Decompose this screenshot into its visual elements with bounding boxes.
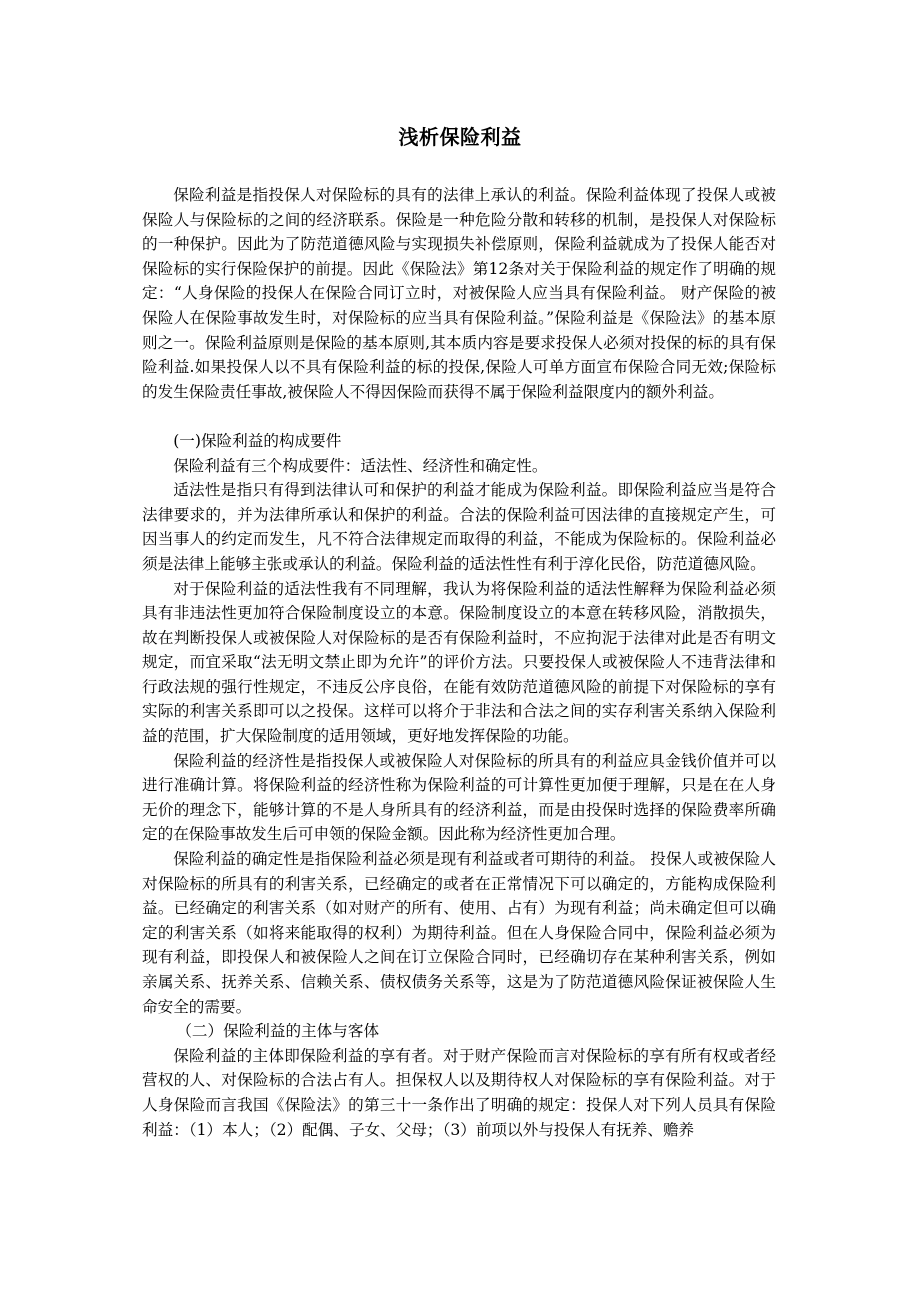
- paragraph-intro: 保险利益是指投保人对保险标的具有的法律上承认的利益。保险利益体现了投保人或被保险人与保险标的之间的经济联系。保险是一种危险分散和转移的机制，是投保人对保险标的一种保护。因此为了防范道德风险与实现损失补偿原则，保险利益就成为了投保人能否对保险标的实行保险保护的前提。因此《保险法》第12条对关于保险利益的规定作了明确的规定：“人身保险的投保人在保险合同订立时，对被保险人应当具有保险利益。 财产保险的被保险人在保险事故发生时，对保险标的应当具有保险利益。”保险利益是《保险法》的基本原则之一。保险利益原则是保险的基本原则,其本质内容是要求投保人必须对投保的标的具有保险利益.如果投保人以不具有保险利益的标的投保,保险人可单方面宣布保险合同无效;保险标的发生保险责任事故,被保险人不得因保险而获得不属于保险利益限度内的额外利益。: [142, 186, 776, 401]
- section-heading-1: (一)保险利益的构成要件: [173, 431, 342, 450]
- document-body: [142, 183, 776, 1142]
- document-title: 浅析保险利益: [398, 125, 522, 149]
- paragraph-subject-object: 保险利益的主体即保险利益的享有者。对于财产保险而言对保险标的享有所有权或者经营权的人、对保险标的合法占有人。担保权人以及期待权人对保险标的享有保险利益。对于人身保险而言我国《保险法》的第三十一条作出了明确的规定：投保人对下列人员具有保险利益：（1）本人；（2）配偶、子女、父母；（3）前项以外与投保人有抚养、赡养: [142, 1046, 776, 1139]
- paragraph-elements: 保险利益有三个构成要件：适法性、经济性和确定性。: [173, 456, 548, 475]
- paragraph-certainty: 保险利益的确定性是指保险利益必须是现有利益或者可期待的利益。 投保人或被保险人对保险标的所具有的利害关系，已经确定的或者在正常情况下可以确定的，方能构成保险利益。已经确定的利害关系（如对财产的所有、使用、占有）为现有利益；尚未确定但可以确定的利害关系（如将来能取得的权利）为期待利益。但在人身保险合同中，保险利益必须为现有利益，即投保人和被保险人之间在订立保险合同时，已经确切存在某种利害关系，例如亲属关系、抚养关系、信赖关系、债权债务关系等，这是为了防范道德风险保证被保险人生命安全的需要。: [142, 850, 776, 1016]
- paragraph-legality: 适法性是指只有得到法律认可和保护的利益才能成为保险利益。即保险利益应当是符合法律要求的，并为法律所承认和保护的利益。合法的保险利益可因法律的直接规定产生，可因当事人的约定而发生，凡不符合法律规定而取得的利益，不能成为保险标的。保险利益必须是法律上能够主张或承认的利益。保险利益的适法性性有利于淳化民俗，防范道德风险。: [142, 481, 776, 573]
- paragraph-legality-opinion: 对于保险利益的适法性我有不同理解，我认为将保险利益的适法性解释为保险利益必须具有非违法性更加符合保险制度设立的本意。保险制度设立的本意在转移风险，消散损失，故在判断投保人或被保险人对保险标的是否有保险利益时，不应拘泥于法律对此是否有明文规定，而宜采取“法无明文禁止即为允许”的评价方法。只要投保人或被保险人不违背法律和行政法规的强行性规定，不违反公序良俗，在能有效防范道德风险的前提下对保险标的享有实际的利害关系即可以之投保。这样可以将介于非法和合法之间的实存利害关系纳入保险利益的范围，扩大保险制度的适用领域，更好地发挥保险的功能。: [142, 579, 776, 746]
- paragraph-economic: 保险利益的经济性是指投保人或被保险人对保险标的所具有的利益应具金钱价值并可以进行准确计算。将保险利益的经济性称为保险利益的可计算性更加便于理解，只是在在人身无价的理念下，能够计算的不是人身所具有的经济利益，而是由投保时选择的保险费率所确定的在保险事故发生后可申领的保险金额。因此称为经济性更加合理。: [142, 751, 776, 844]
- section-heading-2: （二）保险利益的主体与客体: [176, 1022, 380, 1041]
